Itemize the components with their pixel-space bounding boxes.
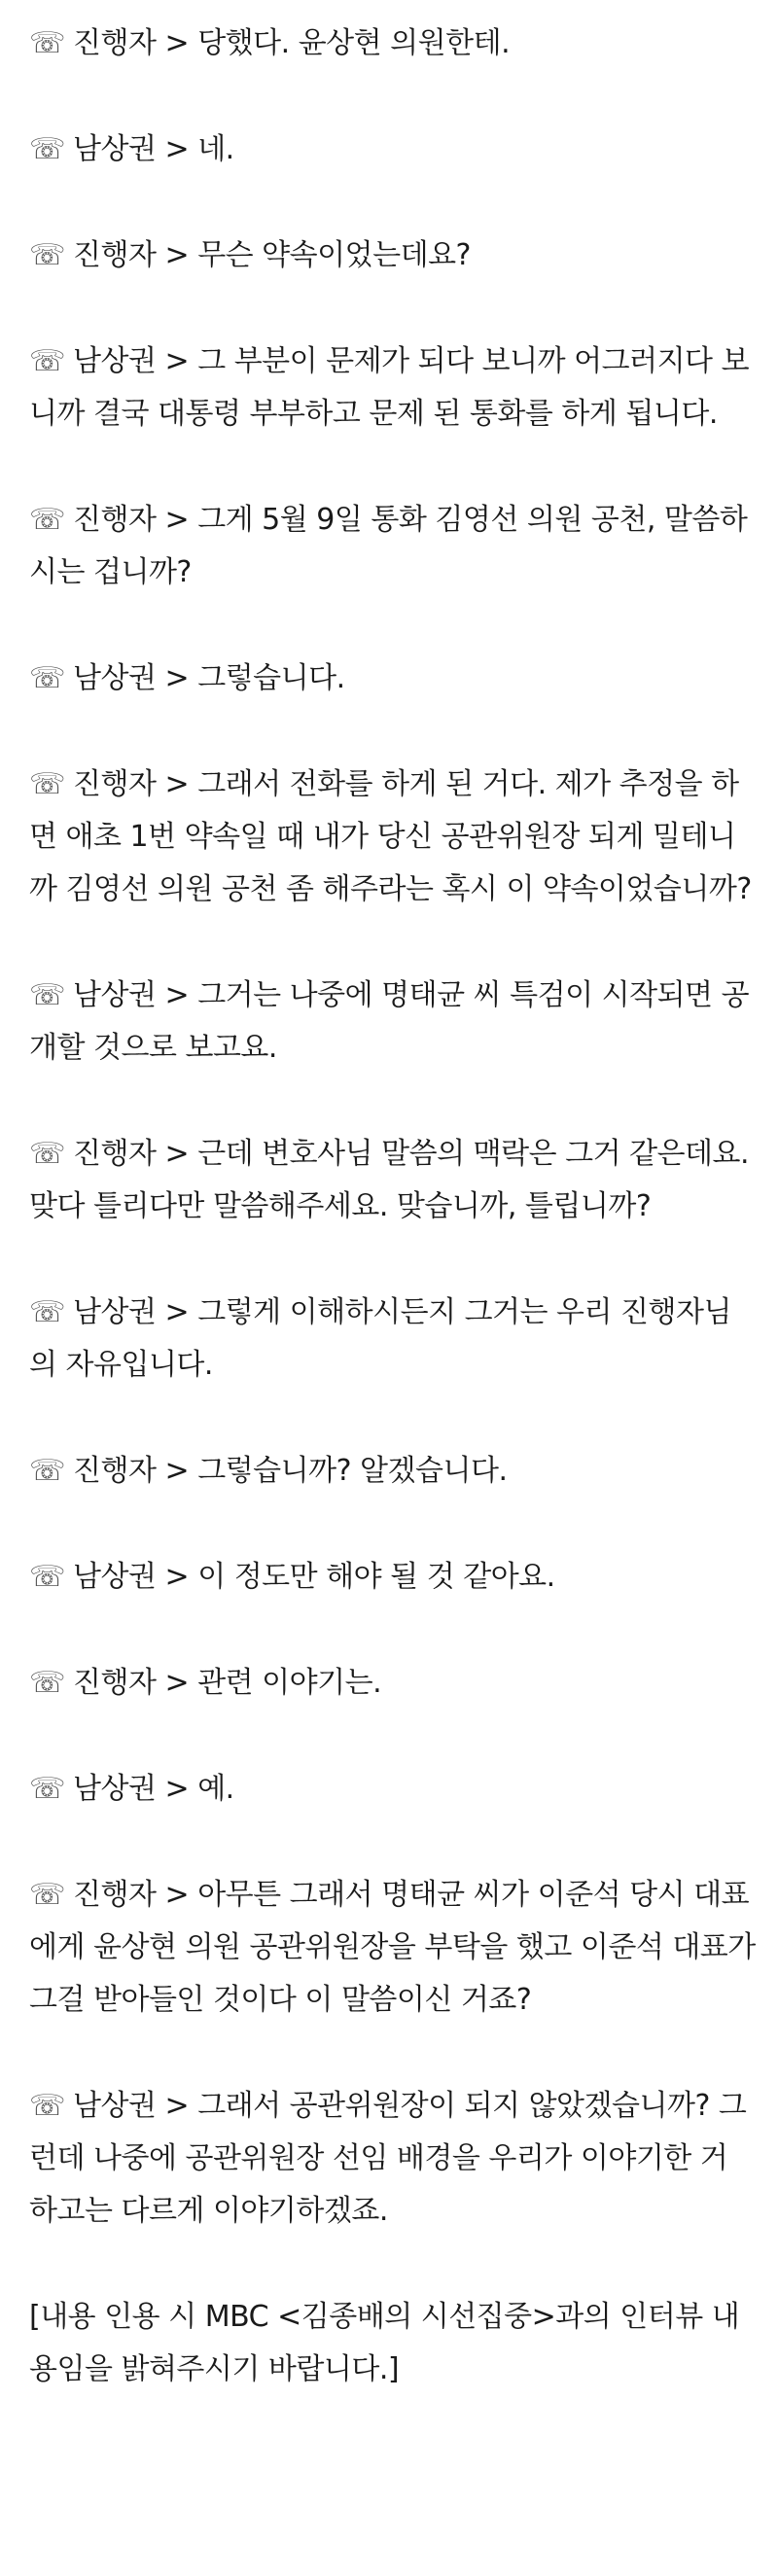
citation-notice: [내용 인용 시 MBC <김종배의 시선집중>과의 인터뷰 내용임을 밝혀주시기 바랍니다.] — [29, 2300, 740, 2386]
dialogue-text: 그게 5월 9일 통화 김영선 의원 공천, 말씀하시는 겁니까? — [29, 503, 748, 589]
dialogue-line: ☏ 진행자 > 근데 변호사님 말씀의 맥락은 그거 같은데요. 맞다 틀리다만 말씀해주세요. 맞습니까, 틀립니까? — [29, 1137, 750, 1223]
speaker-name: 남상권 — [73, 978, 157, 1012]
dialogue-text: 이 정도만 해야 될 것 같아요. — [197, 1560, 555, 1594]
phone-icon: ☏ — [29, 978, 66, 1012]
phone-icon: ☏ — [29, 132, 66, 166]
dialogue-line: ☏ 진행자 > 아무튼 그래서 명태균 씨가 이준석 당시 대표에게 윤상현 의원 공관위원장을 부탁을 했고 이준석 대표가 그걸 받아들인 것이다 이 말씀이신 거죠? — [29, 1878, 756, 2017]
speaker-name: 진행자 — [73, 767, 157, 801]
speaker-name: 진행자 — [73, 1454, 157, 1488]
speaker-name: 진행자 — [73, 503, 157, 537]
dialogue-line: ☏ 남상권 > 그렇습니다. — [29, 661, 345, 695]
speaker-name: 진행자 — [73, 238, 157, 272]
dialogue-text: 그 부분이 문제가 되다 보니까 어그러지다 보니까 결국 대통령 부부하고 문제 된 통화를 하게 됩니다. — [29, 344, 750, 431]
speaker-name: 진행자 — [73, 26, 157, 60]
dialogue-text: 그렇습니다. — [197, 661, 345, 695]
phone-icon: ☏ — [29, 344, 66, 378]
dialogue-text: 근데 변호사님 말씀의 맥락은 그거 같은데요. 맞다 틀리다만 말씀해주세요. 맞습니까, 틀립니까? — [29, 1137, 750, 1223]
phone-icon: ☏ — [29, 2089, 66, 2123]
dialogue-line: ☏ 남상권 > 이 정도만 해야 될 것 같아요. — [29, 1560, 555, 1594]
speaker-name: 남상권 — [73, 1295, 157, 1329]
speaker-name: 진행자 — [73, 1137, 157, 1171]
phone-icon: ☏ — [29, 1772, 66, 1806]
phone-icon: ☏ — [29, 1295, 66, 1329]
phone-icon: ☏ — [29, 238, 66, 272]
dialogue-list — [29, 18, 759, 2238]
dialogue-text: 그렇게 이해하시든지 그거는 우리 진행자님의 자유입니다. — [29, 1295, 731, 1382]
phone-icon: ☏ — [29, 1666, 66, 1700]
speaker-name: 남상권 — [73, 344, 157, 378]
speaker-name: 진행자 — [73, 1666, 157, 1700]
phone-icon: ☏ — [29, 1454, 66, 1488]
dialogue-text: 네. — [197, 132, 234, 166]
phone-icon: ☏ — [29, 503, 66, 537]
dialogue-text: 무슨 약속이었는데요? — [197, 238, 471, 272]
dialogue-text: 그래서 전화를 하게 된 거다. 제가 추정을 하면 애초 1번 약속일 때 내가 당신 공관위원장 되게 밀테니까 김영선 의원 공천 좀 해주라는 혹시 이 약속이었습니까? — [29, 767, 752, 906]
dialogue-text: 그래서 공관위원장이 되지 않았겠습니까? 그런데 나중에 공관위원장 선임 배경을 우리가 이야기한 거 하고는 다르게 이야기하겠죠. — [29, 2089, 747, 2228]
dialogue-line: ☏ 진행자 > 당했다. 윤상현 의원한테. — [29, 26, 511, 60]
dialogue-line: ☏ 진행자 > 무슨 약속이었는데요? — [29, 238, 471, 272]
dialogue-text: 관련 이야기는. — [197, 1666, 382, 1700]
dialogue-line: ☏ 남상권 > 그렇게 이해하시든지 그거는 우리 진행자님의 자유입니다. — [29, 1295, 731, 1382]
phone-icon: ☏ — [29, 26, 66, 60]
speaker-name: 진행자 — [73, 1878, 157, 1912]
dialogue-line: ☏ 진행자 > 그게 5월 9일 통화 김영선 의원 공천, 말씀하시는 겁니까? — [29, 503, 748, 589]
speaker-name: 남상권 — [73, 661, 157, 695]
phone-icon: ☏ — [29, 661, 66, 695]
phone-icon: ☏ — [29, 1560, 66, 1594]
speaker-name: 남상권 — [73, 132, 157, 166]
dialogue-line: ☏ 남상권 > 네. — [29, 132, 234, 166]
dialogue-line: ☏ 진행자 > 그래서 전화를 하게 된 거다. 제가 추정을 하면 애초 1번 약속일 때 내가 당신 공관위원장 되게 밀테니까 김영선 의원 공천 좀 해주라는 혹시 이 약속이었습니까? — [29, 767, 752, 906]
dialogue-line: ☏ 남상권 > 그래서 공관위원장이 되지 않았겠습니까? 그런데 나중에 공관위원장 선임 배경을 우리가 이야기한 거 하고는 다르게 이야기하겠죠. — [29, 2089, 747, 2228]
speaker-name: 남상권 — [73, 2089, 157, 2123]
phone-icon: ☏ — [29, 1878, 66, 1912]
dialogue-line: ☏ 남상권 > 그거는 나중에 명태균 씨 특검이 시작되면 공개할 것으로 보고요. — [29, 978, 750, 1065]
dialogue-text: 아무튼 그래서 명태균 씨가 이준석 당시 대표에게 윤상현 의원 공관위원장을 부탁을 했고 이준석 대표가 그걸 받아들인 것이다 이 말씀이신 거죠? — [29, 1878, 756, 2017]
dialogue-line: ☏ 진행자 > 그렇습니까? 알겠습니다. — [29, 1454, 508, 1488]
phone-icon: ☏ — [29, 1137, 66, 1171]
dialogue-text: 당했다. 윤상현 의원한테. — [197, 26, 511, 60]
speaker-name: 남상권 — [73, 1560, 157, 1594]
dialogue-line: ☏ 진행자 > 관련 이야기는. — [29, 1666, 382, 1700]
dialogue-line: ☏ 남상권 > 예. — [29, 1772, 234, 1806]
dialogue-text: 예. — [197, 1772, 234, 1806]
interview-transcript — [29, 18, 759, 2450]
dialogue-text: 그거는 나중에 명태균 씨 특검이 시작되면 공개할 것으로 보고요. — [29, 978, 750, 1065]
phone-icon: ☏ — [29, 767, 66, 801]
dialogue-line: ☏ 남상권 > 그 부분이 문제가 되다 보니까 어그러지다 보니까 결국 대통령 부부하고 문제 된 통화를 하게 됩니다. — [29, 344, 750, 431]
speaker-name: 남상권 — [73, 1772, 157, 1806]
dialogue-text: 그렇습니까? 알겠습니다. — [197, 1454, 508, 1488]
